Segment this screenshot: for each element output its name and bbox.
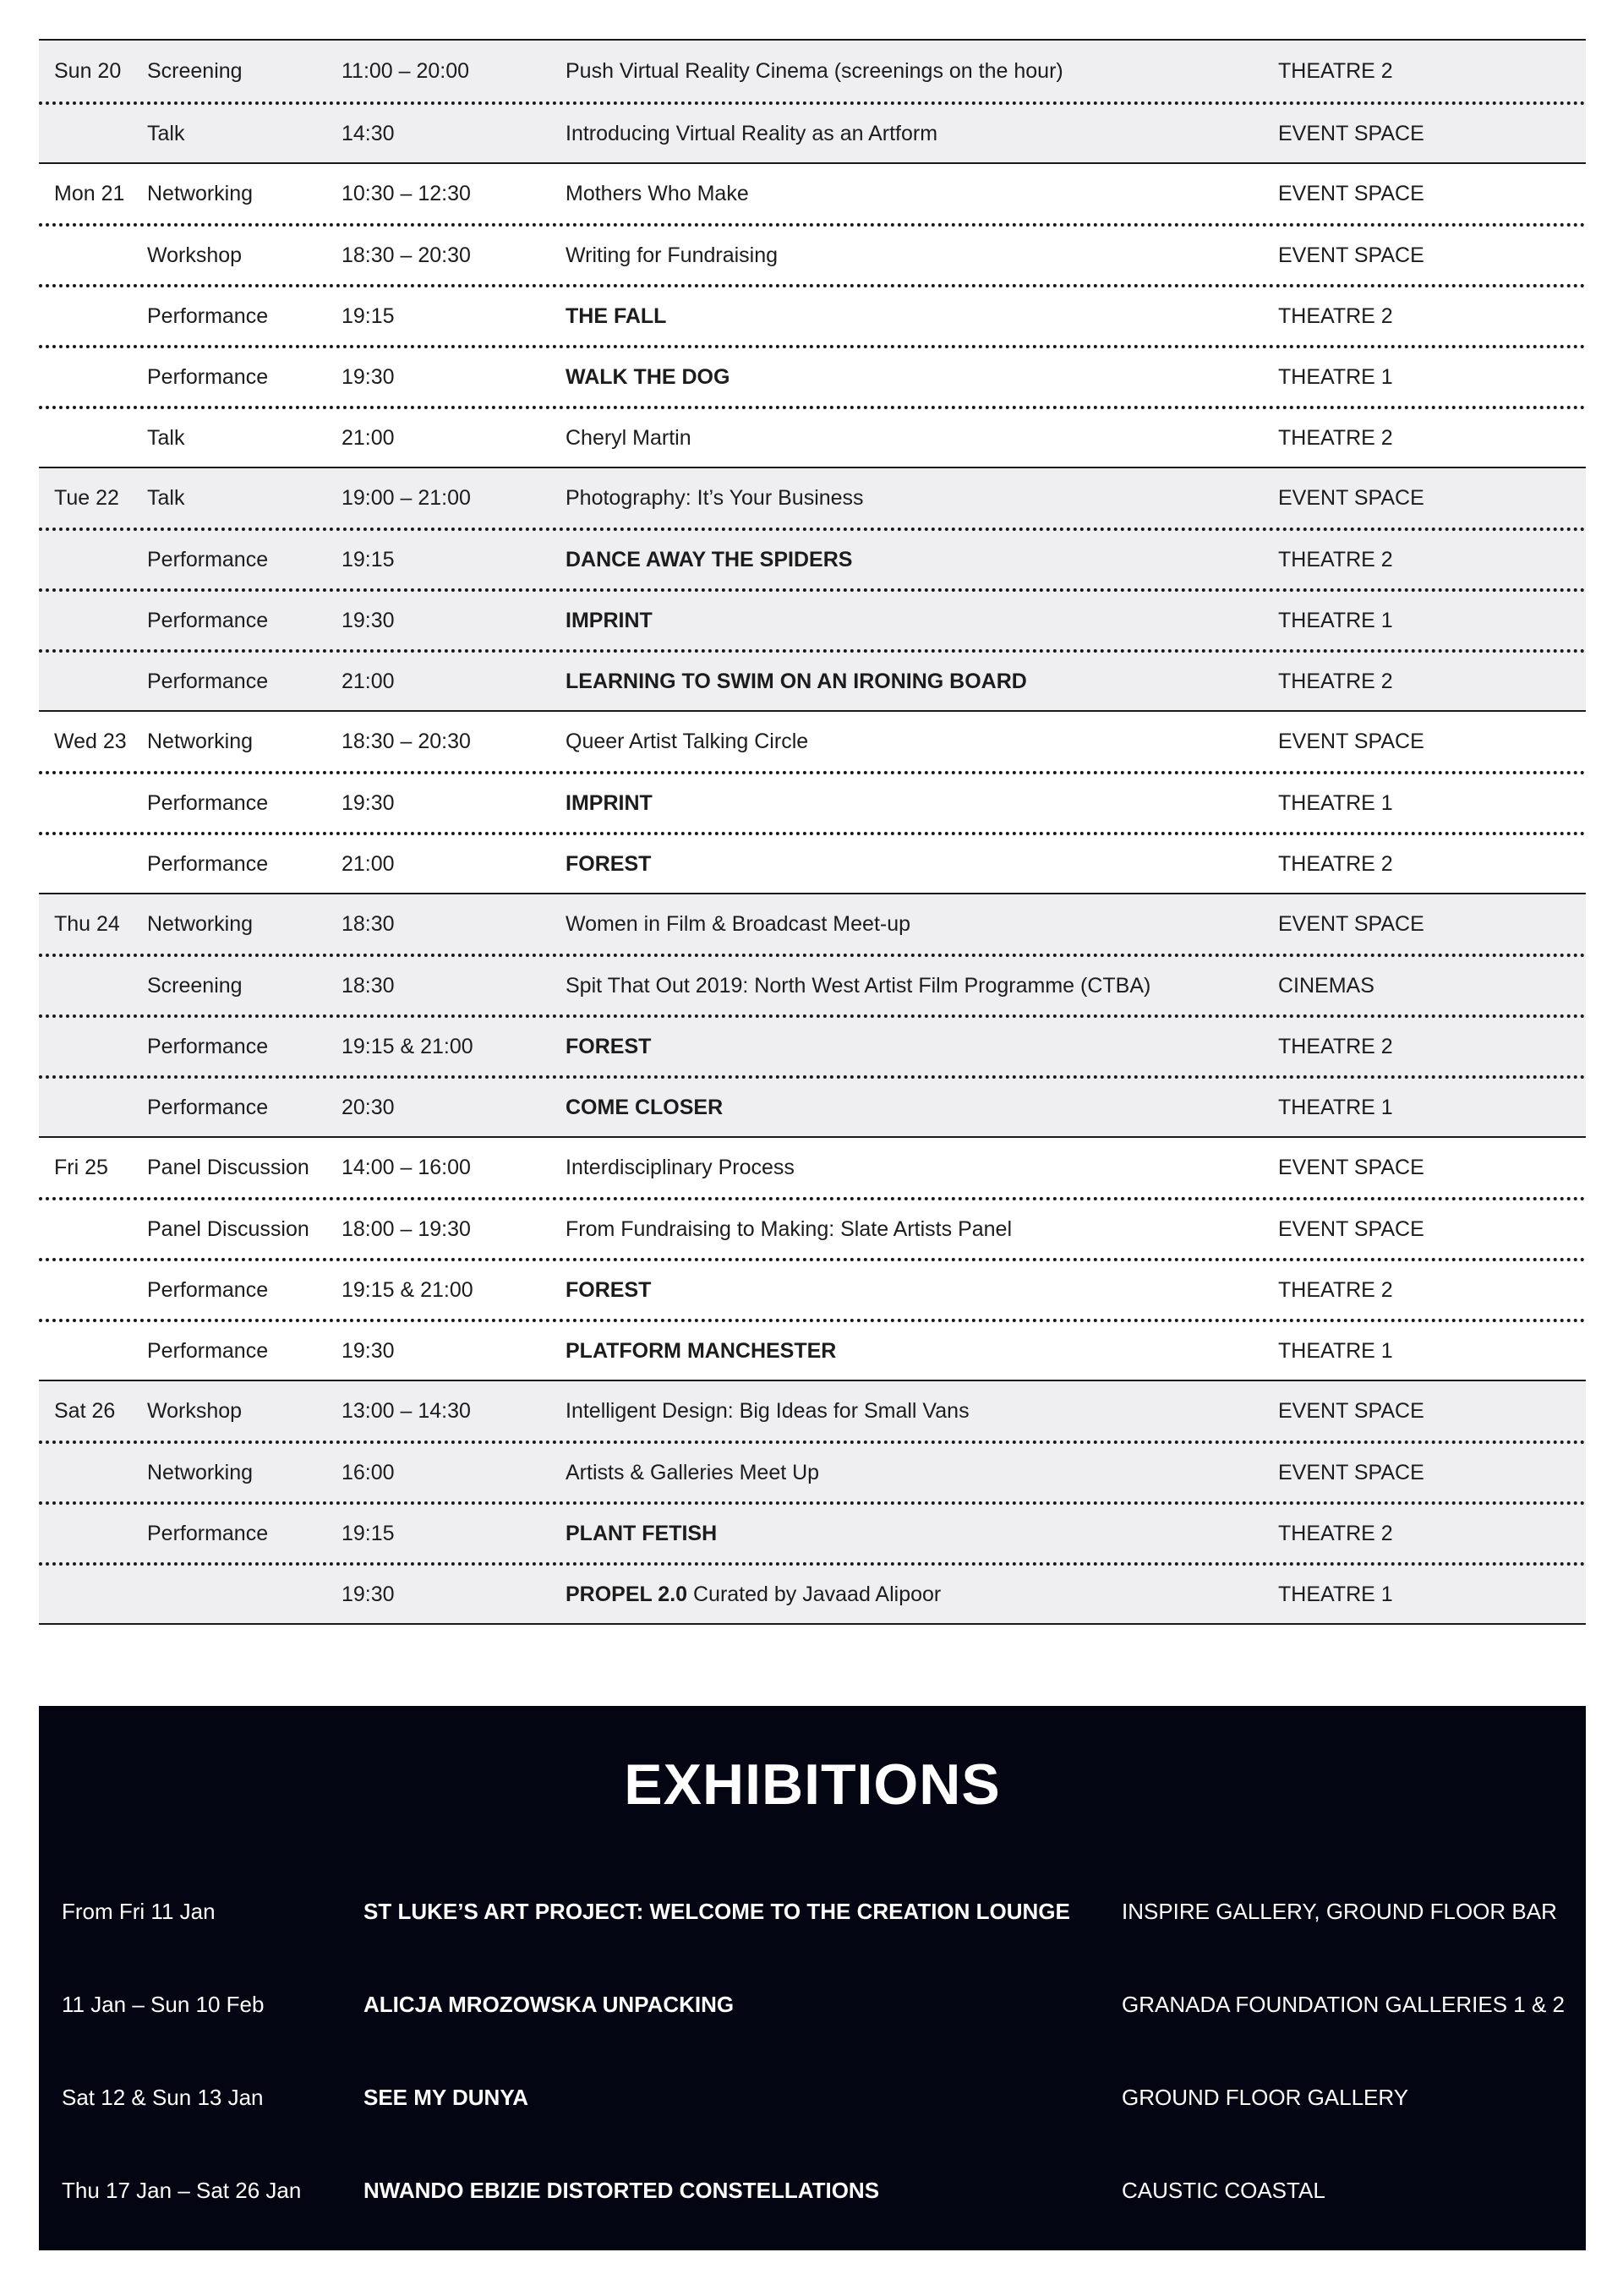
exhibition-venue: GROUND FLOOR GALLERY (1122, 2085, 1409, 2110)
event-type-cell: Networking (147, 181, 254, 205)
day-cell: Sat 26 (54, 1398, 116, 1423)
exhibition-venue: CAUSTIC COASTAL (1122, 2178, 1325, 2203)
event-type-cell: Panel Discussion (147, 1216, 309, 1241)
event-title-cell: Women in Film & Broadcast Meet-up (566, 911, 911, 936)
venue-cell: THEATRE 2 (1278, 1034, 1393, 1058)
event-type-cell: Performance (147, 851, 269, 876)
venue-cell: THEATRE 1 (1278, 790, 1393, 815)
venue-cell: THEATRE 1 (1278, 1338, 1393, 1363)
time-cell: 10:30 – 12:30 (342, 181, 471, 205)
schedule-row (39, 1136, 1586, 1197)
schedule-row (39, 1258, 1586, 1319)
venue-cell: EVENT SPACE (1278, 121, 1424, 145)
time-cell: 14:00 – 16:00 (342, 1155, 471, 1179)
event-type-cell: Screening (147, 973, 243, 998)
event-type-cell: Performance (147, 790, 269, 815)
day-cell: Tue 22 (54, 485, 119, 510)
schedule-row (39, 41, 1586, 101)
schedule-row (39, 223, 1586, 284)
exhibition-date: 11 Jan – Sun 10 Feb (62, 1992, 265, 2017)
day-cell: Thu 24 (54, 911, 120, 936)
event-type-cell: Networking (147, 1460, 254, 1484)
event-type-cell: Networking (147, 729, 254, 753)
event-title-cell: Artists & Galleries Meet Up (566, 1460, 820, 1484)
schedule-row (39, 345, 1586, 406)
exhibition-title: ST LUKE’S ART PROJECT: WELCOME TO THE CREATION LOUNGE (363, 1899, 1070, 1924)
exhibition-row (39, 1887, 1586, 1938)
day-cell: Mon 21 (54, 181, 125, 205)
event-title-cell: From Fundraising to Making: Slate Artists Panel (566, 1216, 1013, 1241)
time-cell: 19:30 (342, 790, 395, 815)
event-title-cell: Mothers Who Make (566, 181, 749, 205)
event-type-cell: Performance (147, 608, 269, 632)
schedule-row (39, 528, 1586, 588)
time-cell: 18:30 (342, 973, 395, 998)
time-cell: 19:15 (342, 303, 395, 328)
venue-cell: EVENT SPACE (1278, 1155, 1424, 1179)
exhibition-title: SEE MY DUNYA (363, 2085, 529, 2110)
schedule-row (39, 1380, 1586, 1440)
event-title-cell: PLATFORM MANCHESTER (566, 1338, 837, 1363)
venue-cell: THEATRE 2 (1278, 1277, 1393, 1302)
event-title-cell: DANCE AWAY THE SPIDERS (566, 547, 853, 571)
schedule-row (39, 1014, 1586, 1075)
exhibition-venue: GRANADA FOUNDATION GALLERIES 1 & 2 (1122, 1992, 1565, 2017)
event-title-cell: Introducing Virtual Reality as an Artform (566, 121, 938, 145)
event-title-cell: FOREST (566, 1034, 652, 1058)
event-title-cell: Cheryl Martin (566, 425, 691, 450)
venue-cell: EVENT SPACE (1278, 1398, 1424, 1423)
event-title-cell: Writing for Fundraising (566, 243, 779, 267)
exhibition-title: ALICJA MROZOWSKA UNPACKING (363, 1992, 735, 2017)
time-cell: 14:30 (342, 121, 395, 145)
time-cell: 18:30 – 20:30 (342, 243, 471, 267)
event-type-cell: Performance (147, 1095, 269, 1119)
venue-cell: THEATRE 1 (1278, 1095, 1393, 1119)
schedule-row (39, 1501, 1586, 1562)
schedule-row (39, 467, 1586, 528)
event-title-cell: COME CLOSER (566, 1095, 724, 1119)
schedule-row (39, 710, 1586, 771)
event-type-cell: Workshop (147, 243, 243, 267)
event-type-cell: Talk (147, 121, 185, 145)
time-cell: 19:15 & 21:00 (342, 1277, 473, 1302)
schedule-row (39, 832, 1586, 893)
event-title-cell: Queer Artist Talking Circle (566, 729, 809, 753)
exhibition-title: NWANDO EBIZIE DISTORTED CONSTELLATIONS (363, 2178, 880, 2203)
event-type-cell: Performance (147, 547, 269, 571)
event-type-cell: Performance (147, 669, 269, 693)
event-title-cell: Intelligent Design: Big Ideas for Small Vans (566, 1398, 970, 1423)
time-cell: 19:15 (342, 547, 395, 571)
venue-cell: THEATRE 2 (1278, 303, 1393, 328)
time-cell: 19:30 (342, 1582, 395, 1606)
event-title-cell: IMPRINT (566, 790, 653, 815)
time-cell: 16:00 (342, 1460, 395, 1484)
venue-cell: EVENT SPACE (1278, 729, 1424, 753)
venue-cell: EVENT SPACE (1278, 243, 1424, 267)
event-title-cell: WALK THE DOG (566, 364, 730, 389)
venue-cell: EVENT SPACE (1278, 485, 1424, 510)
venue-cell: THEATRE 2 (1278, 547, 1393, 571)
time-cell: 21:00 (342, 669, 395, 693)
time-cell: 11:00 – 20:00 (342, 58, 470, 83)
time-cell: 20:30 (342, 1095, 395, 1119)
venue-cell: EVENT SPACE (1278, 1216, 1424, 1241)
schedule-row (39, 649, 1586, 710)
event-type-cell: Performance (147, 1277, 269, 1302)
event-title-cell: PROPEL 2.0 Curated by Javaad Alipoor (566, 1582, 942, 1606)
schedule-row (39, 1075, 1586, 1136)
schedule-row (39, 101, 1586, 162)
event-title-cell: IMPRINT (566, 608, 653, 632)
time-cell: 18:30 – 20:30 (342, 729, 471, 753)
event-title-cell: Interdisciplinary Process (566, 1155, 795, 1179)
time-cell: 13:00 – 14:30 (342, 1398, 471, 1423)
time-cell: 19:30 (342, 364, 395, 389)
schedule-row (39, 893, 1586, 954)
time-cell: 19:30 (342, 1338, 395, 1363)
event-type-cell: Screening (147, 58, 243, 83)
time-cell: 19:30 (342, 608, 395, 632)
schedule-row (39, 1440, 1586, 1501)
venue-cell: THEATRE 2 (1278, 1521, 1393, 1545)
exhibition-date: Thu 17 Jan – Sat 26 Jan (62, 2178, 302, 2203)
event-type-cell: Talk (147, 425, 185, 450)
time-cell: 19:15 (342, 1521, 395, 1545)
schedule-row (39, 771, 1586, 832)
time-cell: 19:00 – 21:00 (342, 485, 471, 510)
venue-cell: EVENT SPACE (1278, 911, 1424, 936)
schedule-row (39, 588, 1586, 649)
event-type-cell: Performance (147, 1338, 269, 1363)
event-type-cell: Performance (147, 1034, 269, 1058)
exhibitions-heading: EXHIBITIONS (624, 1752, 1001, 1817)
event-title-cell: Spit That Out 2019: North West Artist Film Programme (CTBA) (566, 973, 1151, 998)
venue-cell: THEATRE 2 (1278, 851, 1393, 876)
exhibition-venue: INSPIRE GALLERY, GROUND FLOOR BAR (1122, 1899, 1557, 1924)
venue-cell: THEATRE 2 (1278, 669, 1393, 693)
exhibition-row (39, 2166, 1586, 2217)
day-cell: Fri 25 (54, 1155, 108, 1179)
venue-cell: THEATRE 1 (1278, 364, 1393, 389)
time-cell: 18:30 (342, 911, 395, 936)
schedule-row (39, 954, 1586, 1014)
event-title-cell: FOREST (566, 851, 652, 876)
day-cell: Wed 23 (54, 729, 127, 753)
schedule-row (39, 406, 1586, 467)
time-cell: 21:00 (342, 851, 395, 876)
venue-cell: CINEMAS (1278, 973, 1374, 998)
day-cell: Sun 20 (54, 58, 122, 83)
event-type-cell: Networking (147, 911, 254, 936)
event-title-cell: Push Virtual Reality Cinema (screenings on the hour) (566, 58, 1063, 83)
event-type-cell: Performance (147, 303, 269, 328)
time-cell: 21:00 (342, 425, 395, 450)
schedule-row (39, 1562, 1586, 1625)
event-type-cell: Performance (147, 364, 269, 389)
venue-cell: THEATRE 1 (1278, 1582, 1393, 1606)
event-title-cell: PLANT FETISH (566, 1521, 718, 1545)
event-title-cell: Photography: It’s Your Business (566, 485, 864, 510)
time-cell: 18:00 – 19:30 (342, 1216, 471, 1241)
schedule-row (39, 284, 1586, 345)
exhibition-row (39, 1980, 1586, 2031)
event-type-cell: Workshop (147, 1398, 243, 1423)
schedule-row (39, 1197, 1586, 1258)
exhibitions-panel (39, 1706, 1586, 2250)
event-title-cell: FOREST (566, 1277, 652, 1302)
exhibition-date: From Fri 11 Jan (62, 1899, 216, 1924)
venue-cell: THEATRE 2 (1278, 425, 1393, 450)
event-title-cell: LEARNING TO SWIM ON AN IRONING BOARD (566, 669, 1027, 693)
event-title-cell: THE FALL (566, 303, 667, 328)
time-cell: 19:15 & 21:00 (342, 1034, 473, 1058)
exhibition-date: Sat 12 & Sun 13 Jan (62, 2085, 264, 2110)
schedule-row (39, 1319, 1586, 1380)
venue-cell: EVENT SPACE (1278, 1460, 1424, 1484)
venue-cell: EVENT SPACE (1278, 181, 1424, 205)
exhibition-row (39, 2073, 1586, 2124)
event-type-cell: Panel Discussion (147, 1155, 309, 1179)
event-type-cell: Talk (147, 485, 185, 510)
venue-cell: THEATRE 2 (1278, 58, 1393, 83)
event-type-cell: Performance (147, 1521, 269, 1545)
venue-cell: THEATRE 1 (1278, 608, 1393, 632)
event-schedule (39, 39, 1586, 1625)
schedule-row (39, 162, 1586, 223)
